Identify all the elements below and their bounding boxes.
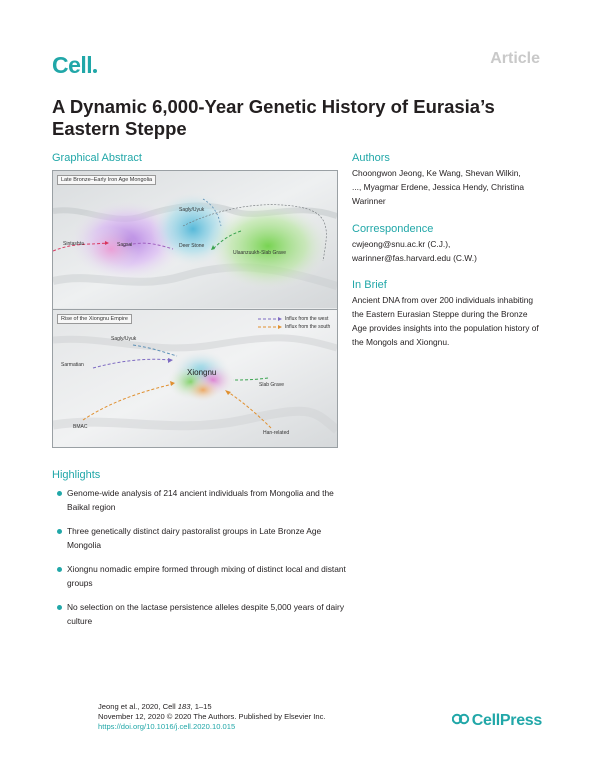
correspondence-email-1[interactable]: cwjeong@snu.ac.kr (C.J.),	[352, 239, 451, 249]
in-brief-heading: In Brief	[352, 279, 387, 291]
doi-link[interactable]: https://doi.org/10.1016/j.cell.2020.10.015	[98, 722, 236, 731]
citation-footer	[98, 702, 326, 732]
authors-heading: Authors	[352, 152, 390, 164]
map-label-deer-stone: Deer Stone	[179, 243, 205, 249]
logo-dot	[93, 69, 97, 73]
bullet-icon	[57, 491, 62, 496]
ga-top-map	[53, 171, 337, 308]
journal-name: Cell	[52, 52, 93, 78]
ga-top-panel	[53, 171, 337, 308]
article-title: A Dynamic 6,000-Year Genetic History of Eurasia’s Eastern Steppe	[52, 96, 495, 139]
highlights-heading: Highlights	[52, 469, 101, 481]
ga-bottom-map	[53, 310, 337, 447]
citation-line	[98, 702, 326, 712]
map-label-xiongnu: Xiongnu	[187, 368, 217, 377]
highlight-text-3: Xiongnu nomadic empire formed through mixing of distinct local and distant groups	[67, 564, 346, 588]
map-label-han: Han-related	[263, 430, 290, 436]
citation-pages: , 1–15	[190, 702, 212, 711]
article-type-label: Article	[490, 50, 540, 67]
map-label-sagsai: Sagsai	[117, 242, 133, 248]
bullet-icon	[57, 567, 62, 572]
graphical-abstract-heading: Graphical Abstract	[52, 152, 142, 164]
copyright-line: November 12, 2020 © 2020 The Authors. Published by Elsevier Inc.	[98, 712, 326, 721]
map-label-sarmatian: Sarmatian	[61, 362, 84, 368]
highlight-item	[57, 524, 347, 552]
cellpress-name: CellPress	[471, 712, 542, 729]
citation-prefix: Jeong et al., 2020, Cell	[98, 702, 178, 711]
map-label-sintashta: Sintashta	[63, 241, 84, 247]
in-brief-text: Ancient DNA from over 200 individuals inhabiting the Eastern Eurasian Steppe during the Bronze Age provides insights into the population history of the Mongols and Xiongnu.	[352, 295, 539, 347]
graphical-abstract-figure	[52, 170, 338, 448]
highlight-item	[57, 486, 347, 514]
authors-list: Choongwon Jeong, Ke Wang, Shevan Wilkin, ..., Myagmar Erdene, Jessica Hendy, Christina Warinner	[352, 168, 525, 206]
bullet-icon	[57, 605, 62, 610]
citation-volume: 183	[177, 702, 191, 711]
map-label-ulaanzuukh: Ulaanzuukh-Slab Grave	[233, 250, 287, 256]
highlight-item	[57, 562, 347, 590]
map-label-bmac: BMAC	[73, 424, 88, 430]
highlight-text-1: Genome-wide analysis of 214 ancient individuals from Mongolia and the Baikal region	[67, 488, 334, 512]
legend-influx-west: Influx from the west	[285, 316, 329, 322]
ga-bottom-caption: Rise of the Xiongnu Empire	[57, 314, 132, 324]
correspondence-block	[352, 237, 542, 265]
map-label-slab-grave: Slab Grave	[259, 382, 285, 388]
highlight-item	[57, 600, 347, 628]
cellpress-logo[interactable]	[452, 712, 542, 730]
highlight-text-2: Three genetically distinct dairy pastoralist groups in Late Bronze Age Mongolia	[67, 526, 322, 550]
correspondence-heading: Correspondence	[352, 223, 434, 235]
map-label-sagly-uyuk-bottom: Sagly/Uyuk	[111, 336, 137, 342]
journal-logo	[52, 52, 97, 79]
map-label-sagly-uyuk-top: Sagly/Uyuk	[179, 207, 205, 213]
legend-influx-south: Influx from the south	[285, 324, 331, 330]
correspondence-email-2[interactable]: warinner@fas.harvard.edu (C.W.)	[352, 253, 477, 263]
ga-bottom-panel	[53, 310, 337, 447]
highlight-text-4: No selection on the lactase persistence alleles despite 5,000 years of dairy culture	[67, 602, 345, 626]
cellpress-icon	[452, 712, 470, 726]
ga-top-caption: Late Bronze–Early Iron Age Mongolia	[57, 175, 156, 185]
bullet-icon	[57, 529, 62, 534]
